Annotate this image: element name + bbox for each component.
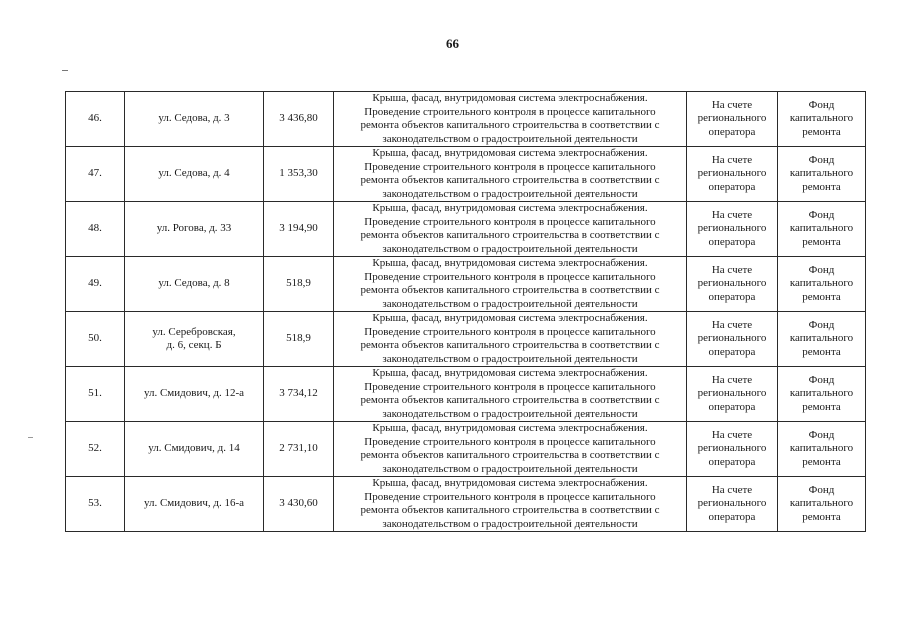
funding-source-cell xyxy=(778,92,866,147)
funding-account-cell xyxy=(687,257,778,312)
area-cell-text: 518,9 xyxy=(286,277,311,290)
table-row xyxy=(66,257,866,312)
funding-source-cell-text: Фонд капитального ремонта xyxy=(789,263,854,303)
row-number xyxy=(66,367,125,422)
works-description-cell-text: Крыша, фасад, внутридомовая система электроснабжения. Проведение строительного контроля в процессе капитального ремонта объектов капитального строительства в соответствии с законодательством о градостроительной деятельности xyxy=(360,312,660,365)
works-description-cell xyxy=(334,477,687,532)
funding-account-cell-text: На счете регионального оператора xyxy=(697,483,767,523)
funding-account-cell-text: На счете регионального оператора xyxy=(697,153,767,193)
row-number xyxy=(66,312,125,367)
funding-account-cell xyxy=(687,312,778,367)
works-description-cell xyxy=(334,422,687,477)
funding-source-cell-text: Фонд капитального ремонта xyxy=(789,98,854,138)
address-cell-text: ул. Серебровская, д. 6, секц. Б xyxy=(152,325,236,351)
area-cell xyxy=(264,202,334,257)
row-number xyxy=(66,92,125,147)
address-cell-text: ул. Седова, д. 4 xyxy=(158,167,230,180)
works-description-cell-text: Крыша, фасад, внутридомовая система электроснабжения. Проведение строительного контроля в процессе капитального ремонта объектов капитального строительства в соответствии с законодательством о градостроительной деятельности xyxy=(360,257,660,310)
address-cell-text: ул. Смидович, д. 12-а xyxy=(143,387,245,400)
address-cell xyxy=(125,92,264,147)
works-description-cell-text: Крыша, фасад, внутридомовая система электроснабжения. Проведение строительного контроля в процессе капитального ремонта объектов капитального строительства в соответствии с законодательством о градостроительной деятельности xyxy=(360,477,660,530)
funding-account-cell-text: На счете регионального оператора xyxy=(697,318,767,358)
funding-source-cell xyxy=(778,312,866,367)
funding-account-cell-text: На счете регионального оператора xyxy=(697,428,767,468)
row-number-text: 47. xyxy=(88,167,102,180)
row-number-text: 48. xyxy=(88,222,102,235)
address-cell xyxy=(125,477,264,532)
works-description-cell xyxy=(334,312,687,367)
address-cell-text: ул. Седова, д. 8 xyxy=(158,277,230,290)
table-row xyxy=(66,312,866,367)
row-number-text: 53. xyxy=(88,497,102,510)
funding-account-cell-text: На счете регионального оператора xyxy=(697,98,767,138)
row-number xyxy=(66,147,125,202)
scan-artifact xyxy=(28,437,33,438)
address-cell xyxy=(125,147,264,202)
funding-account-cell-text: На счете регионального оператора xyxy=(697,208,767,248)
area-cell-text: 518,9 xyxy=(286,332,311,345)
row-number xyxy=(66,257,125,312)
table-row xyxy=(66,92,866,147)
area-cell-text: 3 734,12 xyxy=(279,387,318,400)
scan-artifact xyxy=(62,70,68,71)
area-cell xyxy=(264,147,334,202)
area-cell xyxy=(264,367,334,422)
area-cell-text: 3 194,90 xyxy=(279,222,318,235)
works-description-cell-text: Крыша, фасад, внутридомовая система электроснабжения. Проведение строительного контроля в процессе капитального ремонта объектов капитального строительства в соответствии с законодательством о градостроительной деятельности xyxy=(360,367,660,420)
address-cell-text: ул. Смидович, д. 16-а xyxy=(143,497,245,510)
repair-works-table xyxy=(65,91,866,532)
row-number xyxy=(66,202,125,257)
row-number-text: 46. xyxy=(88,112,102,125)
works-description-cell-text: Крыша, фасад, внутридомовая система электроснабжения. Проведение строительного контроля в процессе капитального ремонта объектов капитального строительства в соответствии с законодательством о градостроительной деятельности xyxy=(360,202,660,255)
funding-account-cell-text: На счете регионального оператора xyxy=(697,263,767,303)
address-cell-text: ул. Смидович, д. 14 xyxy=(148,442,240,455)
address-cell xyxy=(125,367,264,422)
address-cell xyxy=(125,257,264,312)
funding-source-cell-text: Фонд капитального ремонта xyxy=(789,208,854,248)
area-cell xyxy=(264,422,334,477)
table-row xyxy=(66,202,866,257)
table-body xyxy=(66,92,866,532)
funding-account-cell xyxy=(687,147,778,202)
table-row xyxy=(66,367,866,422)
table-row xyxy=(66,147,866,202)
funding-source-cell xyxy=(778,202,866,257)
funding-account-cell xyxy=(687,477,778,532)
area-cell-text: 1 353,30 xyxy=(279,167,318,180)
area-cell xyxy=(264,257,334,312)
funding-source-cell xyxy=(778,477,866,532)
area-cell xyxy=(264,477,334,532)
funding-source-cell xyxy=(778,257,866,312)
works-description-cell xyxy=(334,257,687,312)
works-description-cell xyxy=(334,202,687,257)
works-description-cell-text: Крыша, фасад, внутридомовая система электроснабжения. Проведение строительного контроля в процессе капитального ремонта объектов капитального строительства в соответствии с законодательством о градостроительной деятельности xyxy=(360,422,660,475)
table-row xyxy=(66,477,866,532)
address-cell-text: ул. Седова, д. 3 xyxy=(158,112,230,125)
address-cell-text: ул. Рогова, д. 33 xyxy=(156,222,232,235)
funding-source-cell-text: Фонд капитального ремонта xyxy=(789,428,854,468)
funding-source-cell-text: Фонд капитального ремонта xyxy=(789,373,854,413)
works-description-cell xyxy=(334,147,687,202)
funding-source-cell xyxy=(778,367,866,422)
area-cell-text: 2 731,10 xyxy=(279,442,318,455)
row-number-text: 50. xyxy=(88,332,102,345)
funding-source-cell-text: Фонд капитального ремонта xyxy=(789,318,854,358)
address-cell xyxy=(125,312,264,367)
funding-account-cell xyxy=(687,367,778,422)
funding-source-cell xyxy=(778,422,866,477)
address-cell xyxy=(125,422,264,477)
area-cell-text: 3 436,80 xyxy=(279,112,318,125)
row-number xyxy=(66,422,125,477)
funding-account-cell xyxy=(687,92,778,147)
row-number-text: 51. xyxy=(88,387,102,400)
row-number-text: 49. xyxy=(88,277,102,290)
works-description-cell-text: Крыша, фасад, внутридомовая система электроснабжения. Проведение строительного контроля в процессе капитального ремонта объектов капитального строительства в соответствии с законодательством о градостроительной деятельности xyxy=(360,92,660,145)
funding-source-cell-text: Фонд капитального ремонта xyxy=(789,483,854,523)
area-cell xyxy=(264,312,334,367)
works-description-cell xyxy=(334,92,687,147)
address-cell xyxy=(125,202,264,257)
works-description-cell-text: Крыша, фасад, внутридомовая система электроснабжения. Проведение строительного контроля в процессе капитального ремонта объектов капитального строительства в соответствии с законодательством о градостроительной деятельности xyxy=(360,147,660,200)
funding-account-cell-text: На счете регионального оператора xyxy=(697,373,767,413)
funding-source-cell-text: Фонд капитального ремонта xyxy=(789,153,854,193)
area-cell-text: 3 430,60 xyxy=(279,497,318,510)
row-number-text: 52. xyxy=(88,442,102,455)
funding-source-cell xyxy=(778,147,866,202)
area-cell xyxy=(264,92,334,147)
funding-account-cell xyxy=(687,202,778,257)
funding-account-cell xyxy=(687,422,778,477)
row-number xyxy=(66,477,125,532)
page-number: 66 xyxy=(446,36,459,51)
table-row xyxy=(66,422,866,477)
works-description-cell xyxy=(334,367,687,422)
